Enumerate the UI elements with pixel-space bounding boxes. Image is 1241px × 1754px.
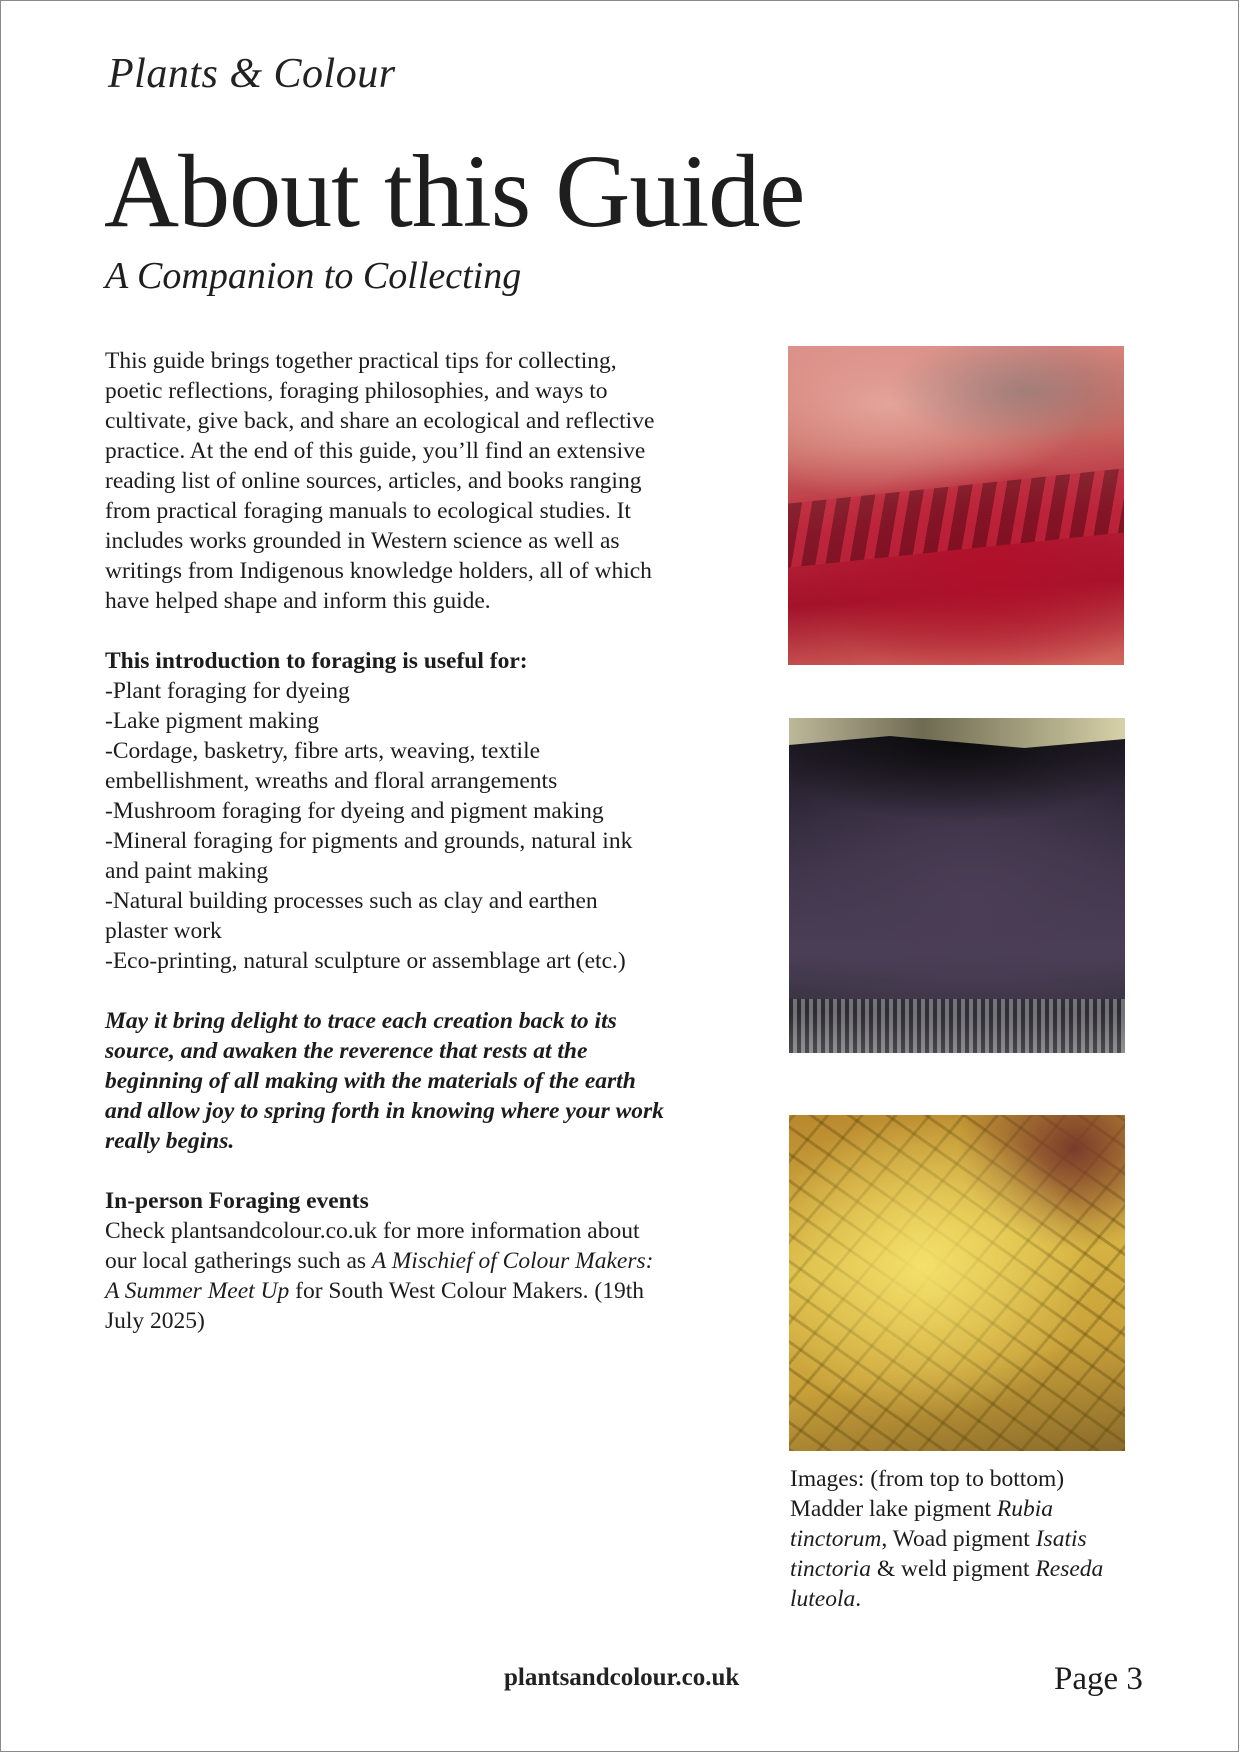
uses-heading: This introduction to foraging is useful for: bbox=[105, 648, 528, 674]
page-title: About this Guide bbox=[104, 134, 805, 249]
caption-latin-weld: Reseda luteola bbox=[790, 1556, 1104, 1612]
brand-name: Plants & Colour bbox=[108, 51, 396, 97]
footer-url[interactable]: plantsandcolour.co.uk bbox=[504, 1664, 740, 1691]
image-caption bbox=[790, 1464, 1110, 1614]
list-item: -Lake pigment making bbox=[105, 708, 320, 734]
weld-pigment-image bbox=[789, 1115, 1125, 1451]
woad-pigment-image bbox=[789, 718, 1125, 1053]
list-item: -Mushroom foraging for dyeing and pigment making bbox=[105, 798, 604, 824]
caption-latin-woad: Isatis tinctoria bbox=[790, 1526, 1087, 1582]
page-number: Page 3 bbox=[1054, 1661, 1143, 1697]
caption-lead: Images: (from top to bottom) Madder lake pigment bbox=[790, 1466, 1065, 1522]
list-item: -Natural building processes such as clay and earthen plaster work bbox=[105, 888, 598, 944]
page-subtitle: A Companion to Collecting bbox=[105, 255, 522, 297]
caption-latin-madder: Rubia tinctorum bbox=[790, 1496, 1054, 1552]
caption-mid-2: & weld pigment bbox=[870, 1556, 1036, 1582]
list-item: -Eco-printing, natural sculpture or assemblage art (etc.) bbox=[105, 948, 626, 974]
list-item: -Mineral foraging for pigments and grounds, natural ink and paint making bbox=[105, 828, 633, 884]
main-text-column bbox=[105, 346, 665, 1336]
list-item: -Plant foraging for dyeing bbox=[105, 678, 350, 704]
madder-pigment-image bbox=[788, 346, 1124, 665]
intro-paragraph: This guide brings together practical tips for collecting, poetic reflections, foraging philosophies, and ways to cultivate, give back, and share an ecological and reflective practice. At the end of this guide, you’ll find an extensive reading list of online sources, articles, and books ranging from practical foraging manuals to ecological studies. It includes works grounded in Western science as well as writings from Indigenous knowledge holders, all of which have helped shape and inform this guide. bbox=[105, 348, 655, 614]
events-text-before: Check plantsandcolour.co.uk for more information about our local gatherings such as bbox=[105, 1218, 640, 1274]
caption-mid-1: , Woad pigment bbox=[881, 1526, 1036, 1552]
blessing-paragraph: May it bring delight to trace each creation back to its source, and awaken the reverence that rests at the beginning of all making with the materials of the earth and allow joy to spring forth in knowing where your work really begins. bbox=[105, 1008, 664, 1154]
list-item: -Cordage, basketry, fibre arts, weaving, textile embellishment, wreaths and floral arrangements bbox=[105, 738, 558, 794]
events-paragraph bbox=[105, 1216, 665, 1336]
events-heading: In-person Foraging events bbox=[105, 1188, 369, 1214]
events-text-after: for South West Colour Makers. (19th July 2025) bbox=[105, 1278, 644, 1334]
caption-end: . bbox=[855, 1586, 862, 1612]
event-title: A Mischief of Colour Makers: A Summer Meet Up bbox=[105, 1248, 654, 1304]
